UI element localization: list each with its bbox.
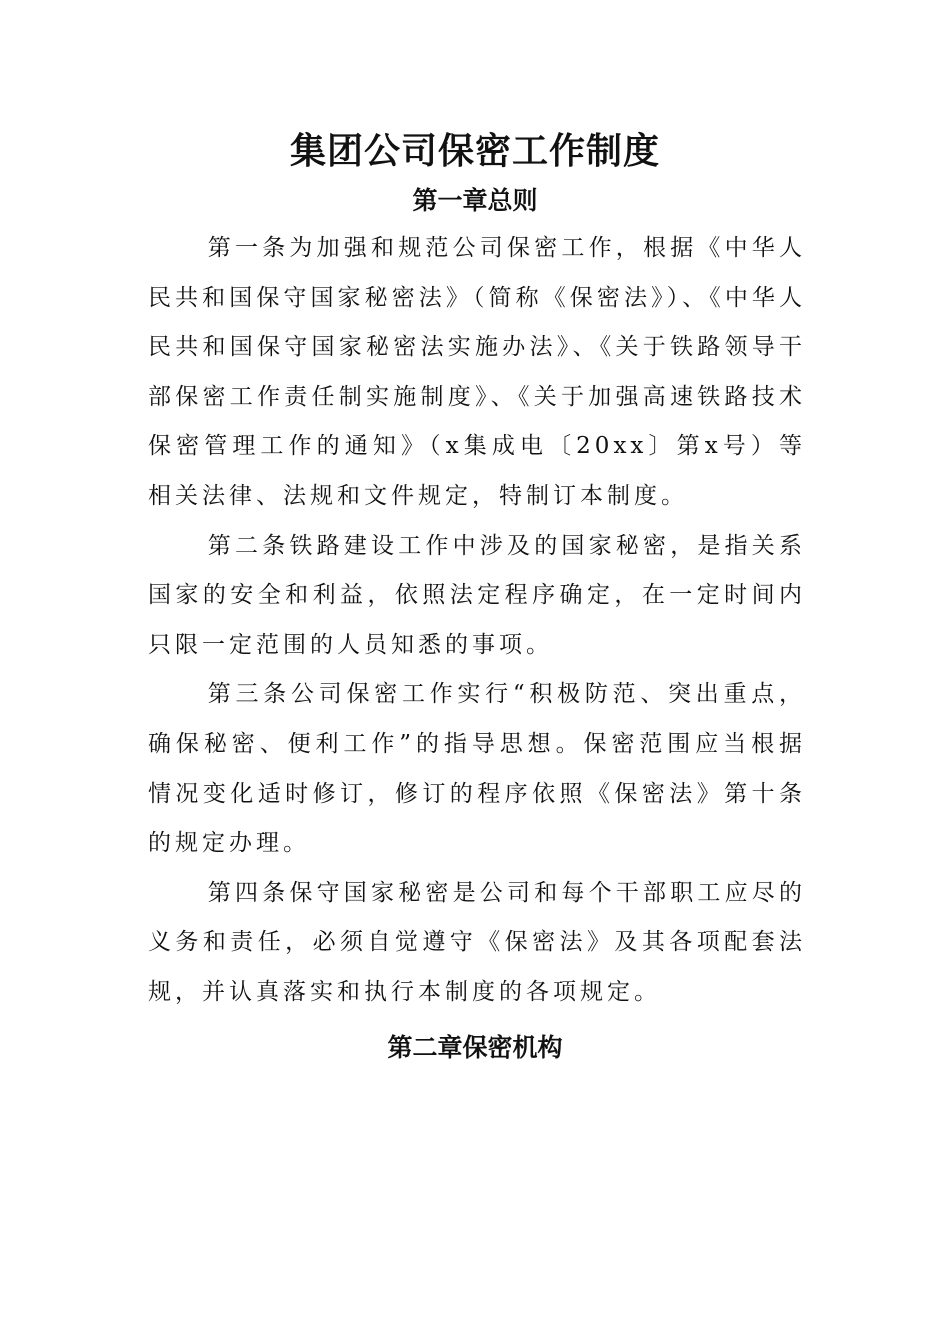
article-4-paragraph: 第四条保守国家秘密是公司和每个干部职工应尽的义务和责任，必须自觉遵守《保密法》及其各项配套法规，并认真落实和执行本制度的各项规定。: [148, 879, 806, 1005]
article-1-paragraph: 第一条为加强和规范公司保密工作，根据《中华人民共和国保守国家秘密法》（简称《保密法》）、《中华人民共和国保守国家秘密法实施办法》、《关于铁路领导干部保密工作责任制实施制度》、《关于加强高速铁路技术保密管理工作的通知》（x集成电〔20xx〕第x号）等相关法律、法规和文件规定，特制订本制度。: [148, 235, 806, 509]
article-3-paragraph: 第三条公司保密工作实行“积极防范、突出重点，确保秘密、便利工作”的指导思想。保密范围应当根据情况变化适时修订，修订的程序依照《保密法》第十条的规定办理。: [148, 681, 806, 857]
article-2-paragraph: 第二条铁路建设工作中涉及的国家秘密，是指关系国家的安全和利益，依照法定程序确定，在一定时间内只限一定范围的人员知悉的事项。: [148, 532, 806, 658]
chapter-heading-general-provisions: 第一章总则: [412, 186, 538, 215]
chapter-1-body: [148, 224, 806, 1018]
chapter-heading-confidentiality-organization: 第二章保密机构: [387, 1033, 563, 1062]
document-title: 集团公司保密工作制度: [289, 131, 660, 172]
